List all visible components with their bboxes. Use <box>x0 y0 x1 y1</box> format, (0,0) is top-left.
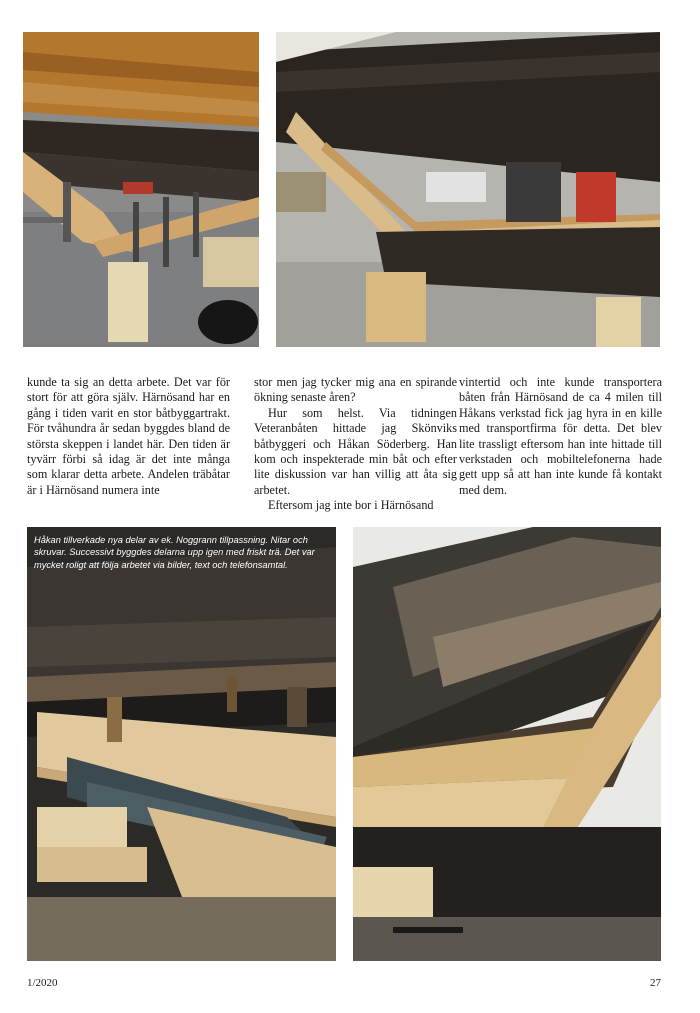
article-paragraph: Hur som helst. Via tidningen Veteranbåten hittade jag Skönviks båtbyggeri och Håkan Söderberg. Han kom och inspekterade min båt och efter lite diskussion var han villig att åta sig arbetet. <box>254 405 457 497</box>
page-number: 27 <box>650 977 661 989</box>
article-column-3 <box>459 375 662 498</box>
photo-caption: Håkan tillverkade nya delar av ek. Noggrann tillpassning. Nitar och skruvar. Successivt byggdes delarna upp igen med friskt trä. Det var mycket roligt att följa arbetet via bilder, text och telefonsamtal. <box>34 535 315 570</box>
photo-stem-new-oak <box>276 32 660 347</box>
issue-number: 1/2020 <box>27 977 58 989</box>
article-paragraph: vintertid och inte kunde transportera båten från Härnösand de ca 4 milen till Håkans verkstad fick jag hyra in en kille med transportfirma för detta. Det blev lite trassligt eftersom han inte hittade till verkstaden och mobiltelefonerna hade gett upp så att han inte kunde få kontakt med dem. <box>459 375 662 497</box>
article-paragraph: kunde ta sig an detta arbete. Det var för stort för att göra själv. Härnösand har en gång i tiden varit en stor båtbyggartrakt. För tvåhundra år sedan byggdes bland de största skeppen i landet här. Den tiden är tyvärr förbi så idag är det inte många som klarar detta arbete. Andelen träbåtar är i Härnösand numera inte <box>27 375 230 497</box>
article-column-1 <box>27 375 230 498</box>
photo-hull-planks <box>27 527 336 961</box>
article-column-2 <box>254 375 457 514</box>
photo-bow-repair <box>353 527 661 961</box>
article-paragraph: stor men jag tycker mig ana en spirande ökning senaste åren? <box>254 375 457 405</box>
article-paragraph: Eftersom jag inte bor i Härnösand <box>268 498 434 513</box>
photo-keel-clamps <box>23 32 259 347</box>
